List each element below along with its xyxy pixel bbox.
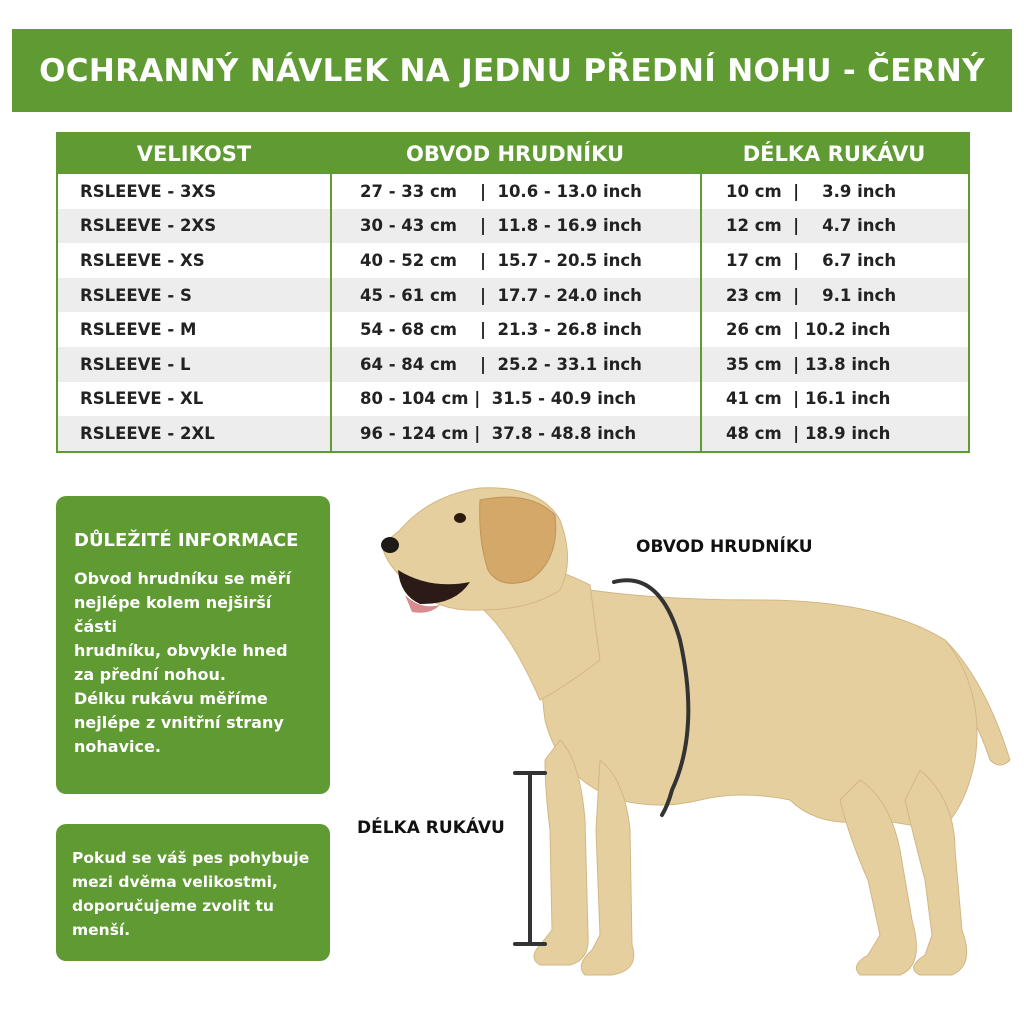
cell-chest: 27 - 33 cm | 10.6 - 13.0 inch	[360, 181, 642, 201]
cell-size: RSLEEVE - 2XL	[80, 423, 215, 443]
column-divider	[330, 174, 332, 451]
table-row	[58, 382, 968, 417]
cell-sleeve: 41 cm | 16.1 inch	[726, 389, 891, 409]
table-row	[58, 209, 968, 244]
cell-chest: 96 - 124 cm | 37.8 - 48.8 inch	[360, 423, 637, 443]
table-header	[58, 134, 968, 174]
table-row	[58, 243, 968, 278]
tip-panel	[56, 824, 330, 961]
cell-chest: 80 - 104 cm | 31.5 - 40.9 inch	[360, 389, 637, 409]
header-size: VELIKOST	[136, 142, 252, 166]
cell-size: RSLEEVE - XS	[80, 250, 205, 270]
cell-size: RSLEEVE - S	[80, 285, 192, 305]
cell-sleeve: 23 cm | 9.1 inch	[726, 285, 897, 305]
cell-chest: 30 - 43 cm | 11.8 - 16.9 inch	[360, 216, 642, 236]
chest-label: OBVOD HRUDNÍKU	[636, 537, 813, 557]
table-row	[58, 278, 968, 313]
info-title: DŮLEŽITÉ INFORMACE	[74, 530, 299, 551]
cell-size: RSLEEVE - L	[80, 354, 191, 374]
sleeve-label: DÉLKA RUKÁVU	[357, 818, 505, 838]
table-body	[58, 174, 968, 451]
table-row	[58, 416, 968, 451]
cell-chest: 40 - 52 cm | 15.7 - 20.5 inch	[360, 250, 642, 270]
cell-sleeve: 35 cm | 13.8 inch	[726, 354, 891, 374]
cell-chest: 45 - 61 cm | 17.7 - 24.0 inch	[360, 285, 642, 305]
cell-chest: 64 - 84 cm | 25.2 - 33.1 inch	[360, 354, 642, 374]
cell-sleeve: 12 cm | 4.7 inch	[726, 216, 897, 236]
cell-sleeve: 26 cm | 10.2 inch	[726, 320, 891, 340]
tip-text: Pokud se váš pes pohybuje mezi dvěma velikostmi, doporučujeme zvolit tu menší.	[72, 849, 310, 939]
title-banner	[12, 29, 1012, 112]
cell-size: RSLEEVE - M	[80, 320, 197, 340]
cell-size: RSLEEVE - XL	[80, 389, 204, 409]
cell-sleeve: 17 cm | 6.7 inch	[726, 250, 897, 270]
info-text: Obvod hrudníku se měří nejlépe kolem nejširší části hrudníku, obvykle hned za přední nohou. Délku rukávu měříme nejlépe z vnitřní strany nohavice.	[74, 569, 291, 756]
cell-size: RSLEEVE - 3XS	[80, 181, 217, 201]
size-table	[56, 132, 970, 453]
info-panel	[56, 496, 330, 794]
cell-size: RSLEEVE - 2XS	[80, 216, 217, 236]
header-sleeve: DÉLKA RUKÁVU	[742, 142, 926, 166]
column-divider	[700, 174, 702, 451]
cell-sleeve: 48 cm | 18.9 inch	[726, 423, 891, 443]
page-title: OCHRANNÝ NÁVLEK NA JEDNU PŘEDNÍ NOHU - ČERNÝ	[39, 52, 985, 89]
header-chest: OBVOD HRUDNÍKU	[405, 142, 625, 166]
table-row	[58, 174, 968, 209]
cell-sleeve: 10 cm | 3.9 inch	[726, 181, 897, 201]
table-row	[58, 312, 968, 347]
table-row	[58, 347, 968, 382]
cell-chest: 54 - 68 cm | 21.3 - 26.8 inch	[360, 320, 642, 340]
